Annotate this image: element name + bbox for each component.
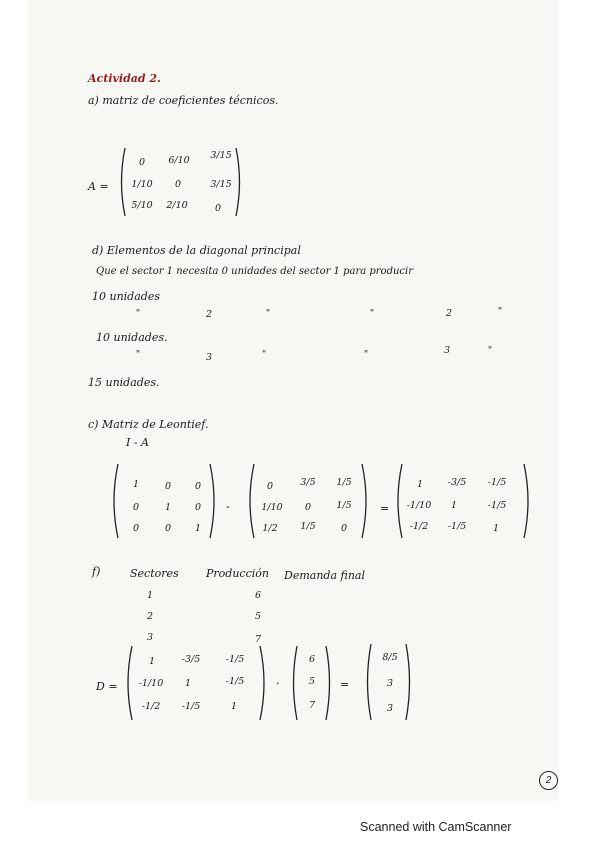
production-header: Producción	[206, 567, 269, 580]
result-cell: 1	[450, 500, 458, 511]
d-matrix-cell: 1	[184, 678, 192, 689]
ditto-mark: "	[261, 349, 267, 360]
minus-sign: -	[226, 500, 230, 513]
result-cell: -1/2	[409, 521, 429, 532]
identity-cell: 0	[164, 481, 172, 492]
identity-cell: 0	[132, 523, 140, 534]
production-value: 5	[254, 611, 262, 622]
result-cell: -1/10	[406, 500, 432, 511]
final-demand-cell: 3	[386, 703, 394, 714]
identity-cell: 1	[194, 523, 202, 534]
section-d-line: 10 unidades	[92, 290, 160, 303]
a-cell: 6/10	[168, 155, 190, 166]
equals-sign: =	[380, 502, 390, 515]
final-demand-header: Demanda final	[284, 569, 365, 582]
identity-cell: 0	[194, 502, 202, 513]
d-matrix-cell: -1/5	[225, 676, 245, 687]
diagonal-value: 2	[445, 308, 453, 319]
result-cell: -3/5	[447, 477, 467, 488]
d-label: D =	[96, 680, 118, 693]
a-matrix-cell: 3/5	[300, 477, 316, 488]
a-matrix-cell: 1/5	[336, 477, 352, 488]
ditto-mark: "	[135, 349, 141, 360]
a-matrix-cell: 0	[304, 502, 312, 513]
sector-number: 1	[146, 590, 154, 601]
production-value: 7	[254, 634, 262, 645]
ditto-mark: "	[369, 308, 375, 319]
a-cell: 0	[138, 157, 146, 168]
a-matrix-cell: 1/5	[300, 521, 316, 532]
production-vector-cell: 5	[308, 676, 316, 687]
identity-cell: 1	[164, 502, 172, 513]
dot-operator: ·	[276, 677, 280, 690]
result-cell: -1/5	[487, 477, 507, 488]
sectors-header: Sectores	[130, 567, 179, 580]
page-number: 2	[539, 771, 558, 790]
final-demand-cell: 8/5	[382, 652, 398, 663]
section-d-line: Que el sector 1 necesita 0 unidades del sector 1 para producir	[96, 266, 413, 277]
a-cell: 0	[214, 203, 222, 214]
activity-title: Actividad 2.	[88, 72, 161, 85]
a-matrix-cell: 0	[340, 523, 348, 534]
section-a-heading: a) matriz de coeficientes técnicos.	[88, 94, 279, 107]
d-matrix-cell: -1/5	[225, 654, 245, 665]
d-matrix-cell: -1/10	[138, 678, 164, 689]
d-matrix-cell: 1	[230, 701, 238, 712]
equals-sign: =	[340, 678, 350, 691]
a-cell: 5/10	[131, 200, 153, 211]
diagonal-value: 3	[443, 345, 451, 356]
d-matrix-cell: -3/5	[181, 654, 201, 665]
result-cell: -1/5	[447, 521, 467, 532]
ditto-mark: "	[265, 308, 271, 319]
production-vector-cell: 6	[308, 654, 316, 665]
final-demand-cell: 3	[386, 678, 394, 689]
a-cell: 2/10	[166, 200, 188, 211]
leontief-formula: I - A	[126, 436, 149, 449]
ditto-mark: "	[363, 349, 369, 360]
ditto-mark: "	[487, 345, 493, 356]
a-cell: 0	[174, 179, 182, 190]
result-cell: 1	[416, 479, 424, 490]
identity-cell: 1	[132, 479, 140, 490]
a-cell: 3/15	[210, 179, 232, 190]
identity-cell: 0	[132, 502, 140, 513]
ditto-mark: "	[135, 308, 141, 319]
diagonal-value: 2	[205, 309, 213, 320]
section-d-line: 15 unidades.	[88, 376, 160, 389]
a-matrix-cell: 1/10	[261, 502, 283, 513]
identity-cell: 0	[164, 523, 172, 534]
a-matrix-cell: 1/2	[262, 523, 278, 534]
d-matrix-cell: 1	[148, 656, 156, 667]
identity-cell: 0	[194, 481, 202, 492]
production-vector-cell: 7	[308, 700, 316, 711]
ditto-mark: "	[497, 306, 503, 317]
production-value: 6	[254, 590, 262, 601]
a-cell: 3/15	[210, 150, 232, 161]
section-d-line: 10 unidades.	[96, 331, 168, 344]
section-f-label: f)	[92, 565, 101, 578]
d-matrix-cell: -1/2	[141, 701, 161, 712]
matrix-a-label: A =	[88, 180, 109, 193]
a-matrix-cell: 0	[266, 481, 274, 492]
a-matrix-cell: 1/5	[336, 500, 352, 511]
scanner-watermark: Scanned with CamScanner	[360, 820, 512, 834]
result-cell: 1	[492, 523, 500, 534]
d-matrix-cell: -1/5	[181, 701, 201, 712]
sector-number: 2	[146, 611, 154, 622]
diagonal-value: 3	[205, 352, 213, 363]
section-c-heading: c) Matriz de Leontief.	[88, 418, 209, 431]
a-cell: 1/10	[131, 179, 153, 190]
section-d-heading: d) Elementos de la diagonal principal	[92, 244, 301, 257]
result-cell: -1/5	[487, 500, 507, 511]
sector-number: 3	[146, 632, 154, 643]
